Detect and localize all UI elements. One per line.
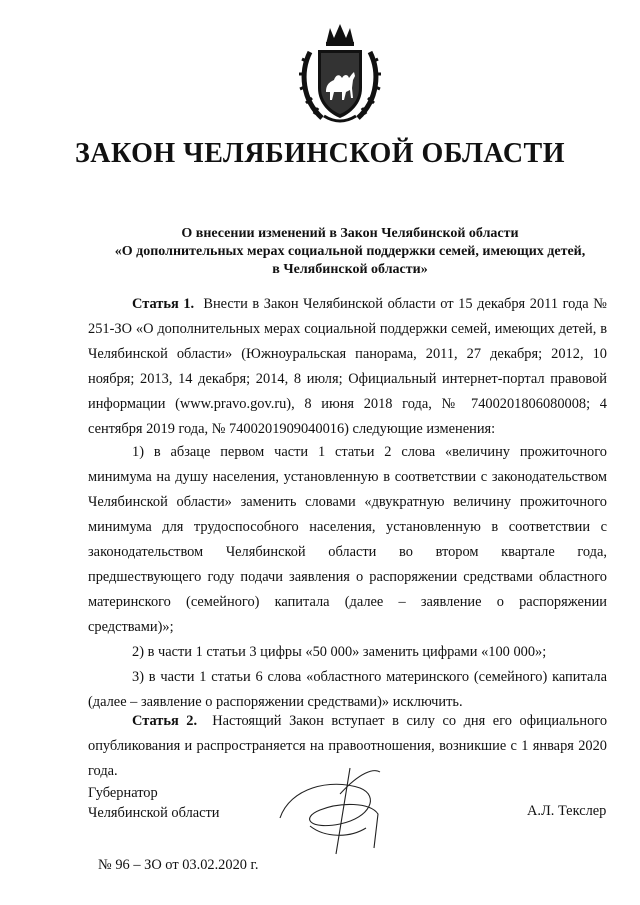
subtitle-line: в Челябинской области»	[272, 262, 428, 277]
article-1-items	[88, 440, 607, 715]
article-2-label: Статья 2.	[132, 713, 198, 729]
law-title: ЗАКОН ЧЕЛЯБИНСКОЙ ОБЛАСТИ	[74, 138, 566, 169]
article-1-intro: Внести в Закон Челябинской области от 15 декабря 2011 года № 251-ЗО «О дополнительных мерах социальной поддержки семей, имеющих детей, в Челябинской области» (Южноуральская панорама, 2011, 27 декабря; 2012, 10 ноября; 2013, 14 декабря; 2014, 8 июля; Официальный интернет-портал правовой информации (www.pravo.gov.ru), 8 июня 2018 года, № 7400201806080008; 4 сентября 2019 года, № 7400201909040016) следующие изменения:	[88, 296, 608, 437]
governor-name: А.Л. Текслер	[527, 803, 607, 819]
coat-of-arms-icon	[296, 22, 384, 126]
article-2-text: Настоящий Закон вступает в силу со дня его официального опубликования и распространяется на правоотношения, возникшие с 1 января 2020 года.	[88, 713, 608, 779]
article-1-item: 2) в части 1 статьи 3 цифры «50 000» заменить цифрами «100 000»;	[132, 644, 547, 660]
subtitle-line: О внесении изменений в Закон Челябинской области	[181, 226, 519, 241]
governor-title-line: Челябинской области	[88, 805, 220, 821]
article-1-intro-paragraph	[88, 292, 607, 442]
law-subtitle	[60, 225, 640, 279]
handwritten-signature-icon	[270, 758, 390, 858]
article-1	[88, 292, 607, 442]
article-1-item: 1) в абзаце первом части 1 статьи 2 слова «величину прожиточного минимума на душу населения, установленную в соответствии с законодательством Челябинской области» заменить словами «двукратную величину прожиточного минимума для трудоспособного населения, установленную в соответствии с законодательством Челябинской области во втором квартале года, предшествующего году подачи заявления о распоряжении средствами областного материнского (семейного) капитала (далее – заявление о распоряжении средствами)»;	[88, 444, 607, 635]
article-1-item: 3) в части 1 статьи 6 слова «областного материнского (семейного) капитала (далее – заявление о распоряжении средствами)» исключить.	[88, 669, 607, 710]
registration-number: № 96 – ЗО от 03.02.2020 г.	[98, 857, 259, 873]
governor-title	[88, 783, 220, 823]
article-1-label: Статья 1.	[132, 296, 195, 312]
subtitle-line: «О дополнительных мерах социальной поддержки семей, имеющих детей,	[114, 244, 586, 259]
governor-title-line: Губернатор	[88, 785, 158, 801]
